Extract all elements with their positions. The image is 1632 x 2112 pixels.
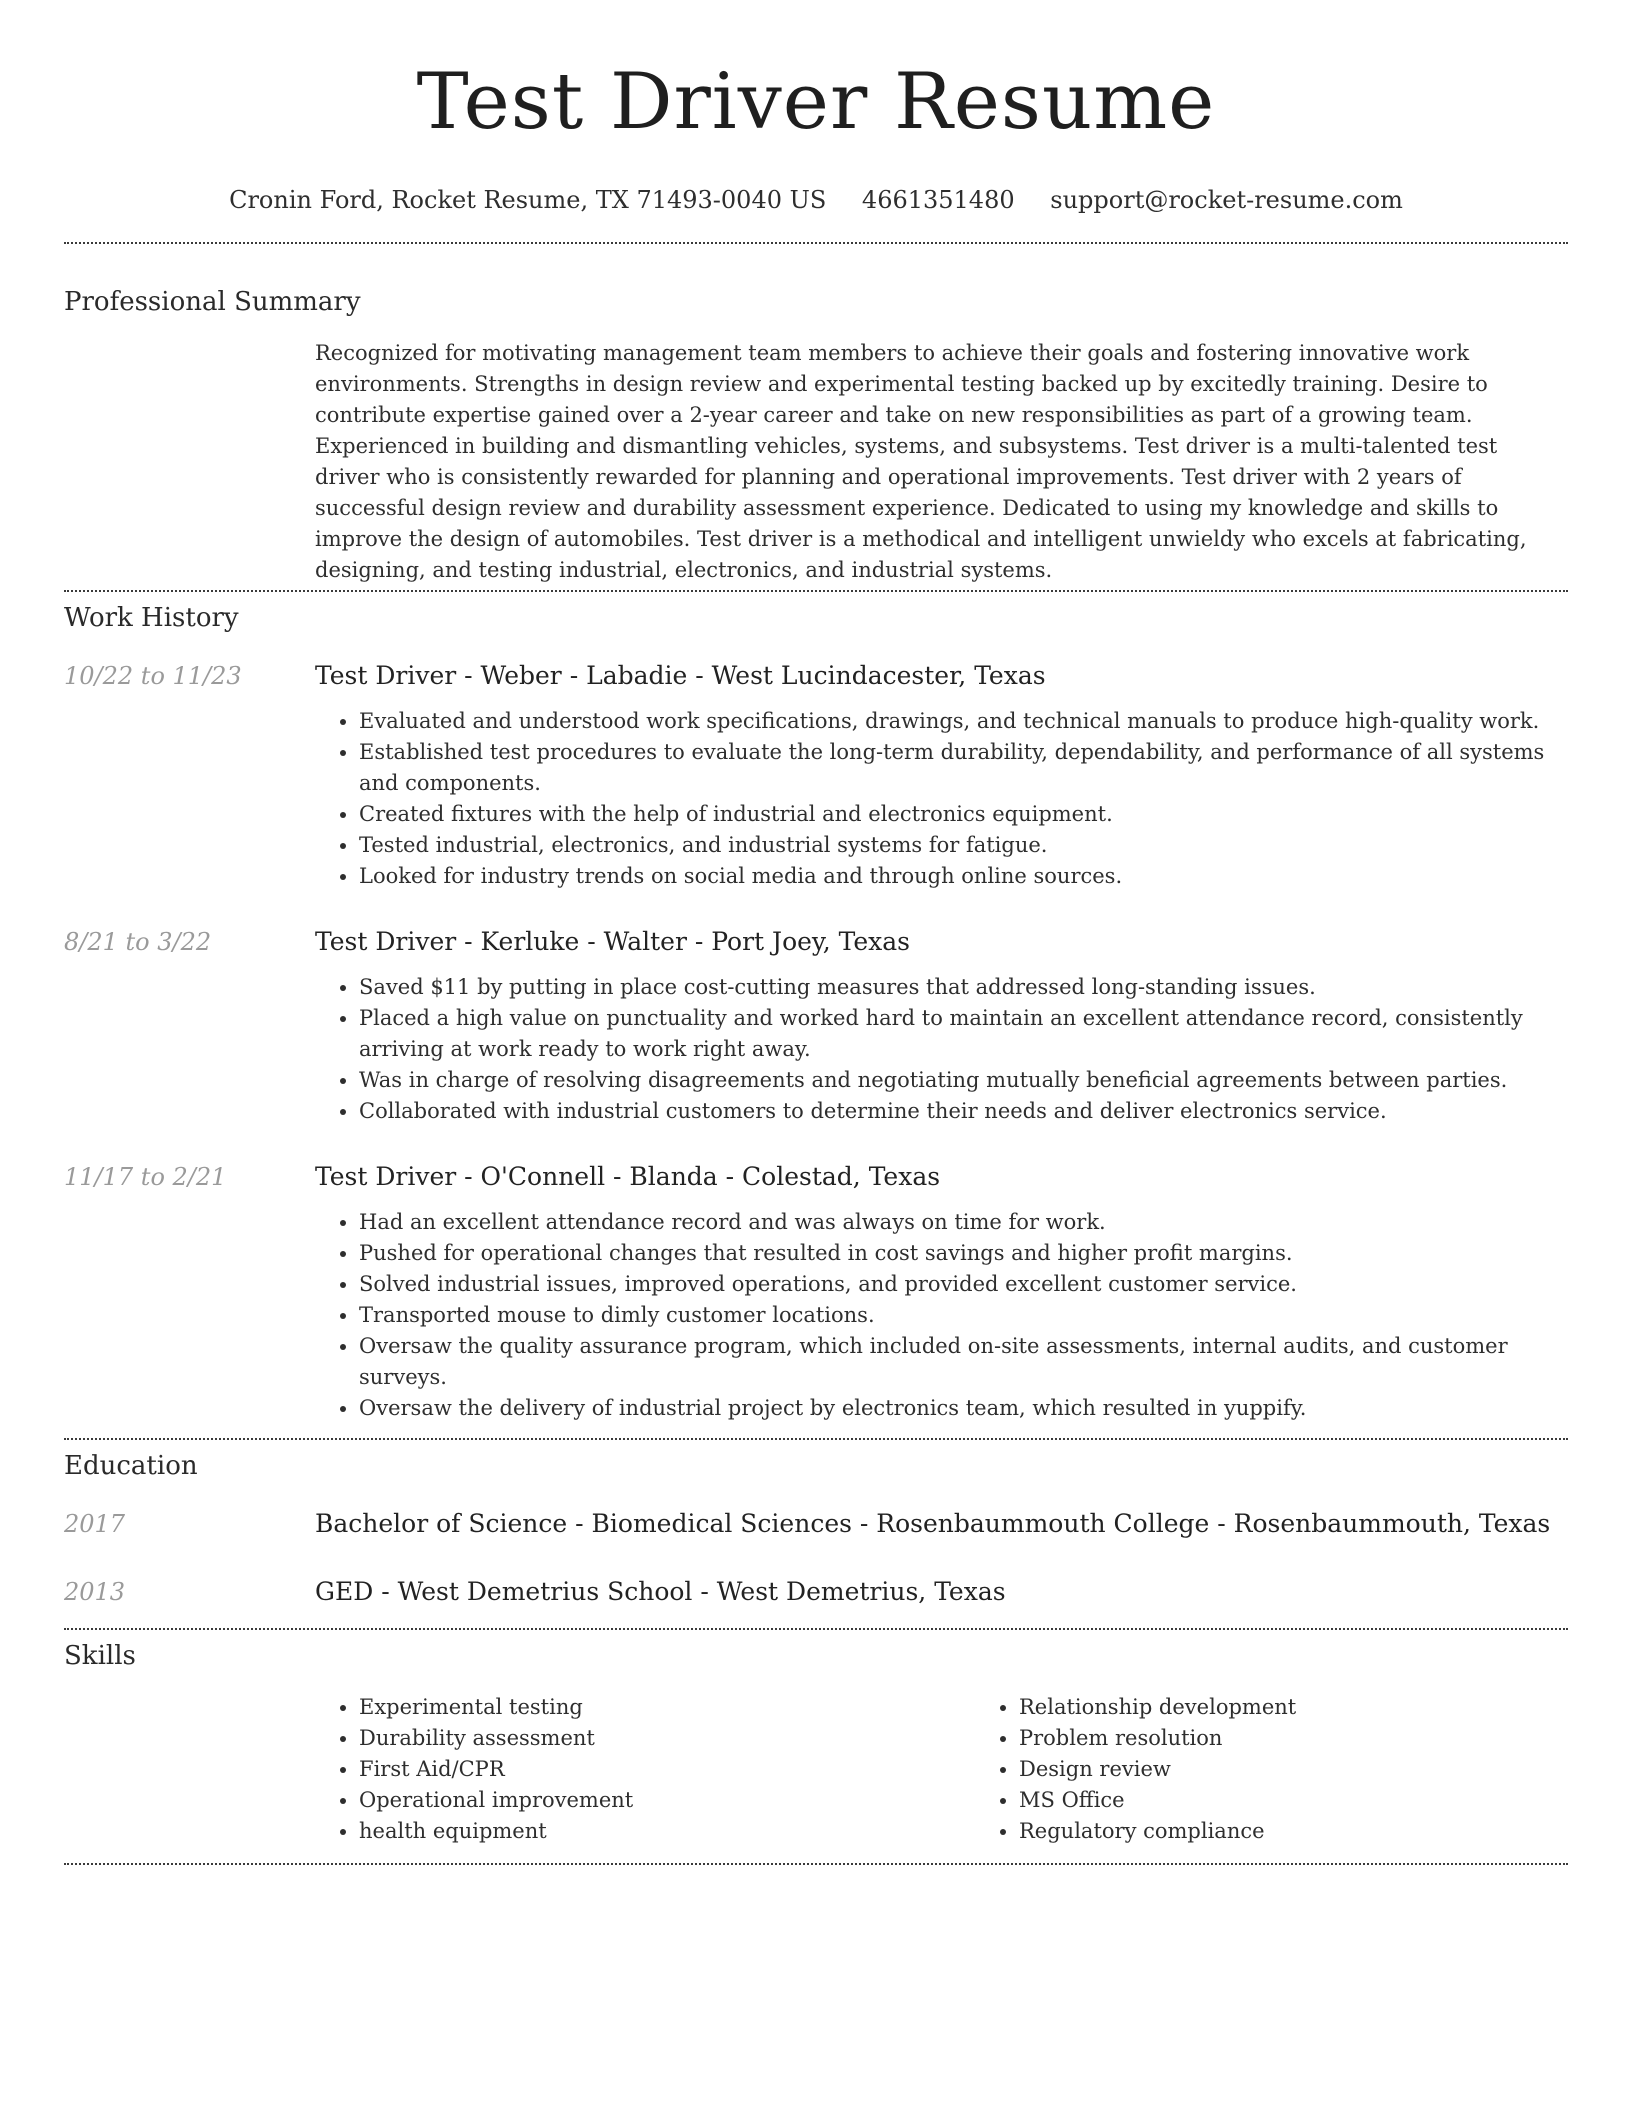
work-heading: Work History [64,603,239,633]
list-item: • Was in charge of resolving disagreements and negotiating mutually beneficial agreements between parties. [359,1065,1568,1096]
contact-phone: 4661351480 [861,186,1015,214]
education-year: 2017 [64,1510,126,1538]
skill-item: • Regulatory compliance [1019,1816,1632,1847]
job-bullets [315,972,1568,1127]
skills-list-left [315,1692,975,1847]
resume-title: Test Driver Resume [416,57,1216,147]
education-year: 2013 [64,1578,126,1606]
list-item: • Oversaw the delivery of industrial project by electronics team, which resulted in yuppify. [359,1393,1568,1424]
skill-item: • Problem resolution [1019,1723,1632,1754]
contact-email[interactable]: support@rocket-resume.com [1050,186,1403,214]
job-bullets [315,1207,1568,1424]
skills-section [64,1640,1568,1847]
skill-item: • Operational improvement [359,1785,975,1816]
list-item: • Evaluated and understood work specifications, drawings, and technical manuals to produce high-quality work. [359,706,1568,737]
education-entry [64,1576,1568,1608]
job-bullets [315,706,1568,892]
job-dates: 8/21 to 3/22 [64,928,212,956]
education-text: Bachelor of Science - Biomedical Sciences - Rosenbaummouth College - Rosenbaummouth, Texas [315,1509,1551,1538]
contact-line [64,184,1568,216]
summary-heading: Professional Summary [64,287,361,317]
list-item: • Solved industrial issues, improved operations, and provided excellent customer service. [359,1269,1568,1300]
skill-item: • Durability assessment [359,1723,975,1754]
divider [64,1438,1568,1440]
summary-section [64,286,1568,586]
list-item: • Had an excellent attendance record and was always on time for work. [359,1207,1568,1238]
education-entry [64,1508,1568,1540]
job-entry [64,926,1568,1127]
divider [64,590,1568,592]
job-title: Test Driver - O'Connell - Blanda - Colestad, Texas [315,1162,941,1191]
job-title: Test Driver - Kerluke - Walter - Port Joey, Texas [315,927,910,956]
job-dates: 10/22 to 11/23 [64,662,242,690]
skill-item: • Design review [1019,1754,1632,1785]
list-item: • Established test procedures to evaluate the long-term durability, dependability, and performance of all systems and components. [359,737,1568,799]
skill-item: • Relationship development [1019,1692,1632,1723]
list-item: • Looked for industry trends on social media and through online sources. [359,861,1568,892]
list-item: • Saved $11 by putting in place cost-cutting measures that addressed long-standing issues. [359,972,1568,1003]
list-item: • Collaborated with industrial customers to determine their needs and deliver electronics service. [359,1096,1568,1127]
skills-heading: Skills [64,1641,136,1671]
work-section [64,602,1568,1424]
skill-item: • health equipment [359,1816,975,1847]
skills-columns [315,1692,1632,1847]
divider [64,242,1568,244]
skills-list-right [975,1692,1632,1847]
job-entry [64,660,1568,892]
contact-address: Cronin Ford, Rocket Resume, TX 71493-0040 US [229,186,827,214]
divider [64,1628,1568,1630]
list-item: • Tested industrial, electronics, and industrial systems for fatigue. [359,830,1568,861]
list-item: • Oversaw the quality assurance program, which included on-site assessments, internal audits, and customer surveys. [359,1331,1568,1393]
education-text: GED - West Demetrius School - West Demetrius, Texas [315,1577,1006,1606]
job-dates: 11/17 to 2/21 [64,1163,227,1191]
list-item: • Pushed for operational changes that resulted in cost savings and higher profit margins. [359,1238,1568,1269]
skill-item: • MS Office [1019,1785,1632,1816]
skill-item: • First Aid/CPR [359,1754,975,1785]
education-heading: Education [64,1451,198,1481]
divider [64,1863,1568,1865]
summary-text: Recognized for motivating management team members to achieve their goals and fostering innovative work environments. Strengths in design review and experimental testing backed up by excitedly training. Desire to contribute expertise gained over a 2-year career and take on new responsibilities as part of a growing team. Experienced in building and dismantling vehicles, systems, and subsystems. Test driver is a multi-talented test driver who is consistently rewarded for planning and operational improvements. Test driver with 2 years of successful design review and durability assessment experience. Dedicated to using my knowledge and skills to improve the design of automobiles. Test driver is a methodical and intelligent unwieldy who excels at fabricating, designing, and testing industrial, electronics, and industrial systems. [315,341,1527,582]
education-section [64,1450,1568,1608]
job-entry [64,1161,1568,1424]
job-title: Test Driver - Weber - Labadie - West Lucindacester, Texas [315,661,1046,690]
list-item: • Transported mouse to dimly customer locations. [359,1300,1568,1331]
skill-item: • Experimental testing [359,1692,975,1723]
list-item: • Created fixtures with the help of industrial and electronics equipment. [359,799,1568,830]
list-item: • Placed a high value on punctuality and worked hard to maintain an excellent attendance record, consistently arriving at work ready to work right away. [359,1003,1568,1065]
